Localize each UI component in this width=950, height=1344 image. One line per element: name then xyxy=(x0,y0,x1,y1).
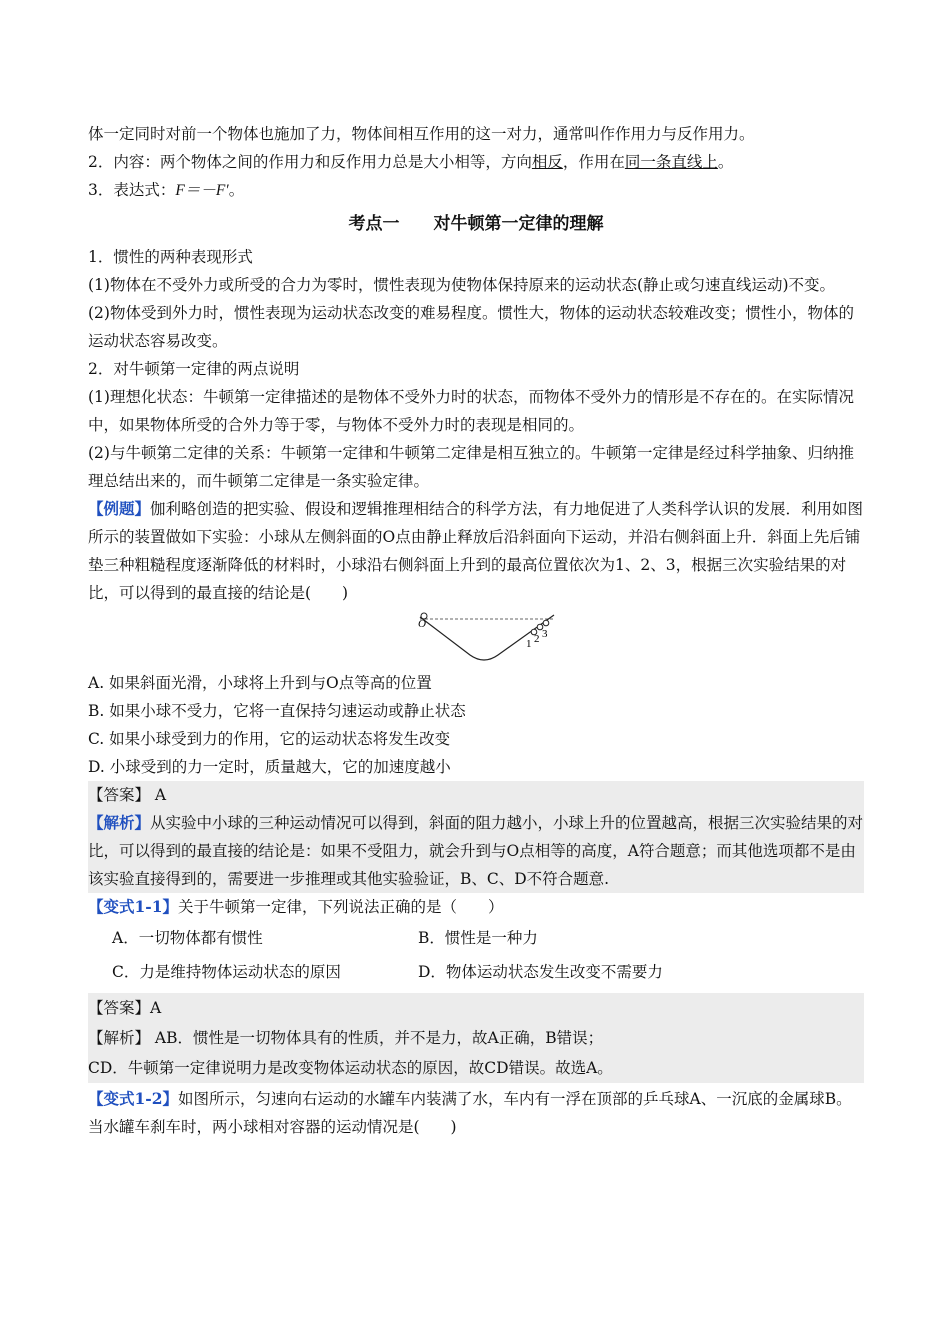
intro-line-2 xyxy=(88,148,864,176)
incline-figure xyxy=(88,607,864,669)
variant2-text: 如图所示，匀速向右运动的水罐车内装满了水，车内有一浮在顶部的乒乓球A、一沉底的金属球B。当水罐车刹车时，两小球相对容器的运动情况是( ) xyxy=(88,1090,852,1136)
underlined-opposite: 相反 xyxy=(531,153,563,171)
content-text-end: 。 xyxy=(717,153,734,171)
heading-title: 对牛顿第一定律的理解 xyxy=(433,214,604,234)
variant1-options-row2 xyxy=(88,955,864,989)
intro-line-3 xyxy=(88,176,864,205)
example-answer: 【答案】 A xyxy=(88,786,167,804)
variant1-options-row1 xyxy=(88,921,864,955)
example-answer-block xyxy=(88,781,864,893)
section-heading xyxy=(88,207,864,241)
intro-line-1: 体一定同时对前一个物体也施加了力，物体间相互作用的这一对力，通常叫作作用力与反作用力。 xyxy=(88,125,755,143)
option-b: B. 如果小球不受力，它将一直保持匀速运动或静止状态 xyxy=(88,702,466,720)
example-analysis xyxy=(88,809,864,893)
variant1-option-c: C．力是维持物体运动状态的原因 xyxy=(112,963,341,981)
label-2: 2 xyxy=(534,633,540,645)
variant1-answer: 【答案】A xyxy=(88,999,162,1017)
expression-formula: F＝－F′ xyxy=(175,182,229,199)
variant1-analysis-2: CD．牛顿第一定律说明力是改变物体运动状态的原因，故CD错误。故选A。 xyxy=(88,1059,613,1077)
inertia-title: 1．惯性的两种表现形式 xyxy=(88,248,253,266)
law-title: 2．对牛顿第一定律的两点说明 xyxy=(88,360,300,378)
label-3: 3 xyxy=(542,628,548,640)
example-text: 伽利略创造的把实验、假设和逻辑推理相结合的科学方法，有力地促进了人类科学认识的发展．利用如图所示的装置做如下实验：小球从左侧斜面的O点由静止释放后沿斜面向下运动，并沿右侧斜面上升．斜面上先后铺垫三种粗糙程度逐渐降低的材料时，小球沿右侧斜面上升到的最高位置依次为1、2、3，根据三次实验结果的对比，可以得到的最直接的结论是( ) xyxy=(88,500,864,602)
variant1-tag: 【变式1-1】 xyxy=(88,897,179,916)
variant1-answer-block xyxy=(88,993,864,1083)
variant2-tag: 【变式1-2】 xyxy=(88,1089,179,1108)
law-point-1: (1)理想化状态：牛顿第一定律描述的是物体不受外力时的状态，而物体不受外力的情形是不存在的。在实际情况中，如果物体所受的合外力等于零，与物体不受外力时的表现是相同的。 xyxy=(88,388,854,434)
law-point-2: (2)与牛顿第二定律的关系：牛顿第一定律和牛顿第二定律是相互独立的。牛顿第一定律是经过科学抽象、归纳推理总结出来的，而牛顿第二定律是一条实验定律。 xyxy=(88,444,854,490)
document-content xyxy=(88,120,864,1141)
content-text-mid: ，作用在 xyxy=(562,153,625,171)
inertia-point-2: (2)物体受到外力时，惯性表现为运动状态改变的难易程度。惯性大，物体的运动状态较难改变；惯性小，物体的运动状态容易改变。 xyxy=(88,304,854,350)
variant1-option-b: B．惯性是一种力 xyxy=(418,929,538,947)
option-d: D. 小球受到的力一定时，质量越大，它的加速度越小 xyxy=(88,758,451,776)
incline-diagram xyxy=(418,607,558,669)
variant1-analysis-1: 【解析】 AB．惯性是一切物体具有的性质，并不是力，故A正确，B错误； xyxy=(88,1029,604,1047)
heading-number: 考点一 xyxy=(348,214,400,234)
example-tag: 【例题】 xyxy=(88,499,151,518)
expression-label: 3．表达式： xyxy=(88,181,176,199)
underlined-same-line: 同一条直线上 xyxy=(624,153,718,171)
label-1: 1 xyxy=(526,638,532,650)
inertia-point-1: (1)物体在不受外力或所受的合力为零时，惯性表现为使物体保持原来的运动状态(静止或匀速直线运动)不变。 xyxy=(88,276,836,294)
analysis-text: 从实验中小球的三种运动情况可以得到，斜面的阻力越小，小球上升的位置越高，根据三次实验结果的对比，可以得到的最直接的结论是：如果不受阻力，就会升到与O点相等的高度，A符合题意；而其他选项都不是由该实验直接得到的，需要进一步推理或其他实验验证，B、C、D不符合题意. xyxy=(88,814,864,888)
option-c: C. 如果小球受到力的作用，它的运动状态将发生改变 xyxy=(88,730,451,748)
expression-end: 。 xyxy=(228,181,245,199)
option-a: A. 如果斜面光滑，小球将上升到与O点等高的位置 xyxy=(88,674,432,692)
example-question xyxy=(88,495,864,607)
variant1-option-d: D．物体运动状态发生改变不需要力 xyxy=(418,963,663,981)
variant1-option-a: A．一切物体都有惯性 xyxy=(112,929,263,947)
variant1-question xyxy=(88,893,864,921)
analysis-tag: 【解析】 xyxy=(88,813,151,832)
content-text: 2．内容：两个物体之间的作用力和反作用力总是大小相等，方向 xyxy=(88,153,532,171)
label-o: O xyxy=(418,618,426,630)
variant2-question xyxy=(88,1085,864,1141)
variant1-text: 关于牛顿第一定律，下列说法正确的是（ ） xyxy=(178,898,504,916)
